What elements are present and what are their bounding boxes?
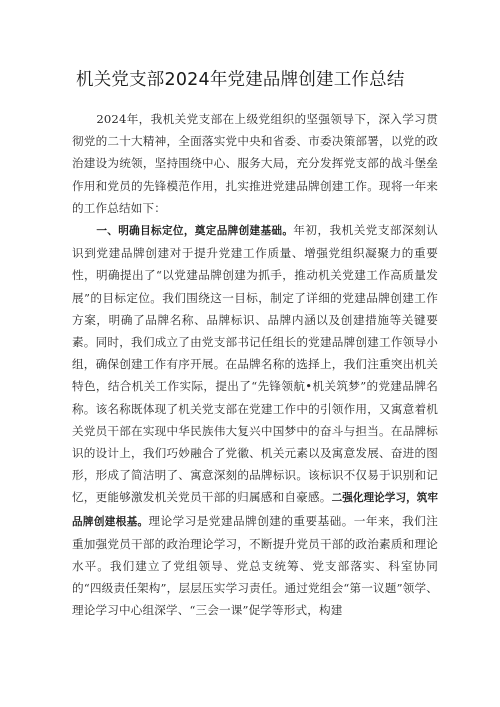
document-body — [72, 108, 438, 622]
section-text: 理论学习是党建品牌创建的重要基础。一年来，我们注重加强党员干部的政治理论学习，不断提升党员干部的政治素质和理论水平。我们建立了党组领导、党总支统筹、党支部落实、科室协同的“四级责任架构”，层层压实学习责任。通过党组会“第一议题”领学、理论学习中心组深学、“三会一课”促学等形式，构建 — [72, 513, 439, 618]
section-heading: 二强化理论学习，筑牢品牌创建根基。 — [72, 492, 438, 528]
section-text: 年初，我机关党支部深刻认识到党建品牌创建对于提升党建工作质量、增强党组织凝聚力的重要性，明确提出了“以党建品牌创建为抓手，推动机关党建工作高质量发展”的目标定位。我们围绕这一目标，制定了详细的党建品牌创建工作方案，明确了品牌名称、品牌标识、品牌内涵以及创建措施等关键要素。同时，我们成立了由党支部书记任组长的党建品牌创建工作领导小组，确保创建工作有序开展。在品牌名称的选择上，我们注重突出机关特色，结合机关工作实际，提出了“先锋领航•机关筑梦”的党建品牌名称。该名称既体现了机关党支部在党建工作中的引领作用，又寓意着机关党员干部在实现中华民族伟大复兴中国梦中的奋斗与担当。在品牌标识的设计上，我们巧妙融合了党徽、机关元素以及寓意发展、奋进的图形，形成了简洁明了、寓意深刻的品牌标识。该标识不仅易于识别和记忆，更能够激发机关党员干部的归属感和自豪感。 — [72, 223, 438, 505]
section-heading: 一、明确目标定位，奠定品牌创建基础。 — [96, 225, 294, 238]
document-title: 机关党支部2024年党建品牌创建工作总结 — [76, 70, 405, 90]
intro-paragraph: 2024年，我机关党支部在上级党组织的坚强领导下，深入学习贯彻党的二十大精神，全面落实党中央和省委、市委决策部署，以党的政治建设为统领，坚持围绕中心、服务大局，充分发挥党支部的战斗堡垒作用和党员的先锋模范作用，扎实推进党建品牌创建工作。现将一年来的工作总结如下： — [72, 112, 438, 215]
section-paragraph — [72, 219, 438, 622]
